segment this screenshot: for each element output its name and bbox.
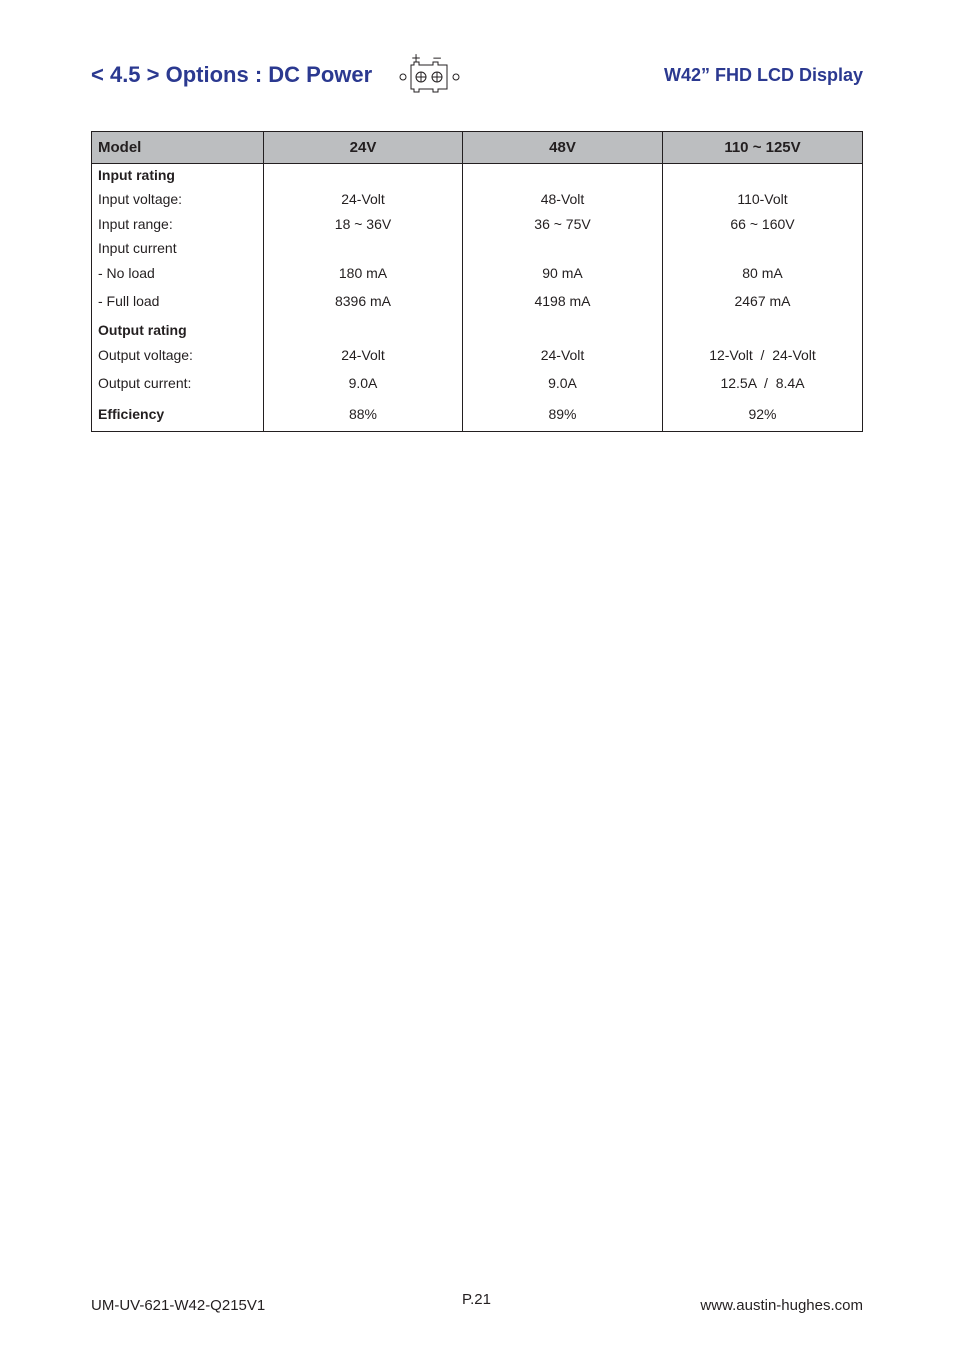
cell-110-125v: 2467 mA bbox=[663, 285, 863, 318]
cell-24v: 24-Volt bbox=[264, 187, 463, 212]
cell-110-125v: 66 ~ 160V bbox=[663, 212, 863, 236]
section-title: < 4.5 > Options : DC Power bbox=[91, 62, 373, 87]
row-label: - Full load bbox=[92, 285, 264, 318]
footer-page-number: P.21 bbox=[462, 1291, 491, 1308]
svg-text:−: − bbox=[431, 52, 443, 65]
cell-48v bbox=[463, 318, 663, 342]
cell-24v bbox=[264, 164, 463, 187]
row-label: Input rating bbox=[92, 164, 264, 187]
cell-110-125v: 80 mA bbox=[663, 261, 863, 285]
product-name: W42” FHD LCD Display bbox=[663, 65, 863, 85]
cell-110-125v bbox=[663, 318, 863, 342]
footer-website: www.austin-hughes.com bbox=[700, 1297, 863, 1314]
table-row bbox=[92, 318, 863, 342]
dc-terminal-icon bbox=[397, 52, 463, 96]
footer-doc-code: UM-UV-621-W42-Q215V1 bbox=[91, 1297, 266, 1314]
row-label: Efficiency bbox=[92, 398, 264, 432]
cell-110-125v: 12.5A / 8.4A bbox=[663, 368, 863, 398]
row-label: Input current bbox=[92, 236, 264, 261]
table-row bbox=[92, 285, 863, 318]
cell-48v bbox=[463, 236, 663, 261]
cell-24v: 24-Volt bbox=[264, 342, 463, 368]
dc-power-spec-table bbox=[91, 131, 863, 432]
cell-48v: 9.0A bbox=[463, 368, 663, 398]
table-row bbox=[92, 261, 863, 285]
svg-text:+: + bbox=[410, 52, 422, 65]
row-label: Output rating bbox=[92, 318, 264, 342]
table-row bbox=[92, 368, 863, 398]
cell-24v: 180 mA bbox=[264, 261, 463, 285]
cell-48v: 48-Volt bbox=[463, 187, 663, 212]
cell-110-125v: 110-Volt bbox=[663, 187, 863, 212]
row-label: - No load bbox=[92, 261, 264, 285]
cell-24v: 9.0A bbox=[264, 368, 463, 398]
cell-24v: 88% bbox=[264, 398, 463, 432]
header-model: Model bbox=[92, 132, 264, 164]
cell-110-125v: 92% bbox=[663, 398, 863, 432]
row-label: Input range: bbox=[92, 212, 264, 236]
cell-48v: 36 ~ 75V bbox=[463, 212, 663, 236]
row-label: Output current: bbox=[92, 368, 264, 398]
cell-110-125v: 12-Volt / 24-Volt bbox=[663, 342, 863, 368]
cell-48v: 90 mA bbox=[463, 261, 663, 285]
table-row bbox=[92, 212, 863, 236]
cell-110-125v bbox=[663, 236, 863, 261]
header-110-125v: 110 ~ 125V bbox=[663, 132, 863, 164]
header-24v: 24V bbox=[264, 132, 463, 164]
row-label: Output voltage: bbox=[92, 342, 264, 368]
cell-48v bbox=[463, 164, 663, 187]
header-48v: 48V bbox=[463, 132, 663, 164]
table-row bbox=[92, 398, 863, 432]
table-row bbox=[92, 187, 863, 212]
table-row bbox=[92, 236, 863, 261]
table-row bbox=[92, 164, 863, 187]
cell-24v bbox=[264, 318, 463, 342]
table-header-row bbox=[92, 132, 863, 164]
cell-48v: 89% bbox=[463, 398, 663, 432]
cell-48v: 4198 mA bbox=[463, 285, 663, 318]
table-row bbox=[92, 342, 863, 368]
row-label: Input voltage: bbox=[92, 187, 264, 212]
cell-48v: 24-Volt bbox=[463, 342, 663, 368]
cell-24v bbox=[264, 236, 463, 261]
cell-24v: 18 ~ 36V bbox=[264, 212, 463, 236]
cell-24v: 8396 mA bbox=[264, 285, 463, 318]
cell-110-125v bbox=[663, 164, 863, 187]
